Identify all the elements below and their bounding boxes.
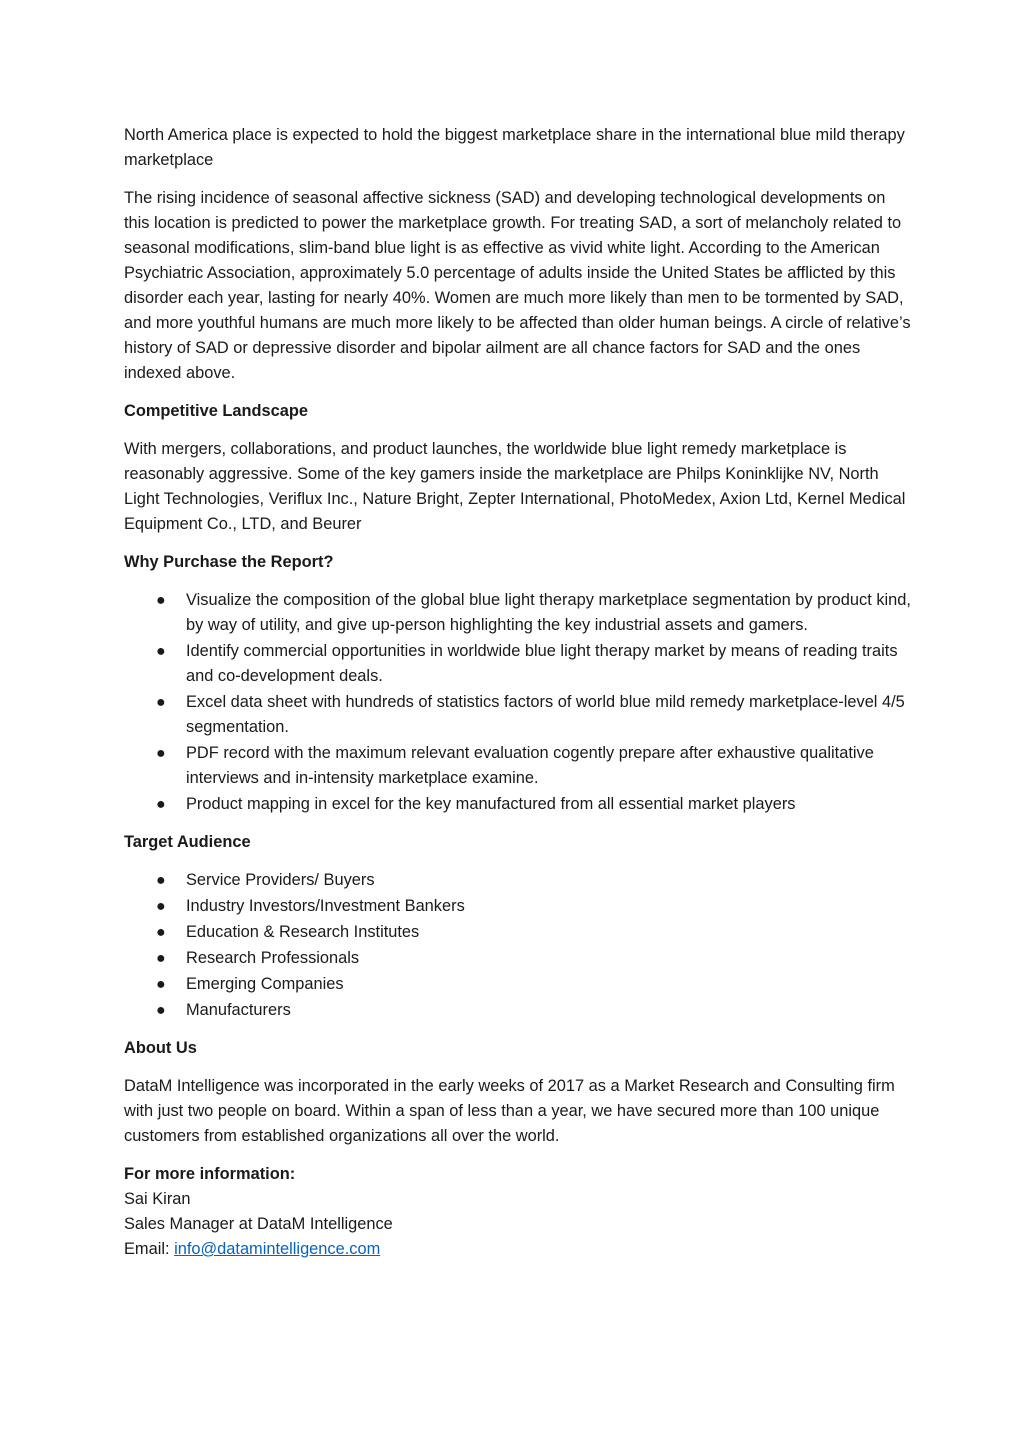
bullet-icon: ● [156,745,166,762]
why-purchase-heading: Why Purchase the Report? [124,553,334,571]
bullet-icon: ● [156,898,166,915]
why-purchase-list [124,588,914,817]
list-item: ● Emerging Companies [124,972,914,997]
list-item: ● PDF record with the maximum relevant evaluation cogently prepare after exhaustive qualitative interviews and in-intensity marketplace examine. [124,741,914,791]
contact-email-line [124,1237,914,1262]
list-item: ● Identify commercial opportunities in worldwide blue light therapy market by means of reading traits and co-development deals. [124,639,914,689]
contact-name: Sai Kiran [124,1190,191,1208]
document-page [124,123,914,1262]
list-item: ● Visualize the composition of the global blue light therapy marketplace segmentation by product kind, by way of utility, and give up-person highlighting the key industrial assets and gamers. [124,588,914,638]
bullet-icon: ● [156,592,166,609]
bullet-icon: ● [156,796,166,813]
bullet-icon: ● [156,694,166,711]
about-us-body: DataM Intelligence was incorporated in the early weeks of 2017 as a Market Research and Consulting firm with just two people on board. Within a span of less than a year, we have secured more than 100 unique customers from established organizations all over the world. [124,1077,895,1145]
list-item: ● Product mapping in excel for the key manufactured from all essential market players [124,792,914,817]
contact-role: Sales Manager at DataM Intelligence [124,1215,393,1233]
bullet-icon: ● [156,643,166,660]
competitive-landscape-heading: Competitive Landscape [124,402,308,420]
list-item: ● Excel data sheet with hundreds of statistics factors of world blue mild remedy marketplace-level 4/5 segmentation. [124,690,914,740]
list-item: ● Manufacturers [124,998,914,1023]
bullet-icon: ● [156,924,166,941]
email-link[interactable]: info@datamintelligence.com [174,1240,381,1258]
bullet-icon: ● [156,950,166,967]
intro-body-paragraph: The rising incidence of seasonal affective sickness (SAD) and developing technological developments on this location is predicted to power the marketplace growth. For treating SAD, a sort of melancholy related to seasonal modifications, slim-band blue light is as effective as vivid white light. According to the American Psychiatric Association, approximately 5.0 percentage of adults inside the United States be afflicted by this disorder each year, lasting for nearly 40%. Women are much more likely than men to be tormented by SAD, and more youthful humans are much more likely to be affected than older human beings. A circle of relative’s history of SAD or depressive disorder and bipolar ailment are all chance factors for SAD and the ones indexed above. [124,189,911,382]
email-label: Email: [124,1240,175,1258]
bullet-icon: ● [156,976,166,993]
contact-block [124,1162,914,1262]
competitive-landscape-body: With mergers, collaborations, and product launches, the worldwide blue light remedy marketplace is reasonably aggressive. Some of the key gamers inside the marketplace are Philps Koninklijke NV, North Light Technologies, Veriflux Inc., Nature Bright, Zepter International, PhotoMedex, Axion Ltd, Kernel Medical Equipment Co., LTD, and Beurer [124,440,906,533]
target-audience-list [124,868,914,1023]
target-audience-heading: Target Audience [124,833,251,851]
list-item: ● Industry Investors/Investment Bankers [124,894,914,919]
bullet-icon: ● [156,872,166,889]
contact-heading: For more information: [124,1165,296,1183]
list-item: ● Service Providers/ Buyers [124,868,914,893]
intro-heading-paragraph: North America place is expected to hold the biggest marketplace share in the international blue mild therapy marketplace [124,126,905,169]
list-item: ● Research Professionals [124,946,914,971]
about-us-heading: About Us [124,1039,197,1057]
list-item: ● Education & Research Institutes [124,920,914,945]
bullet-icon: ● [156,1002,166,1019]
